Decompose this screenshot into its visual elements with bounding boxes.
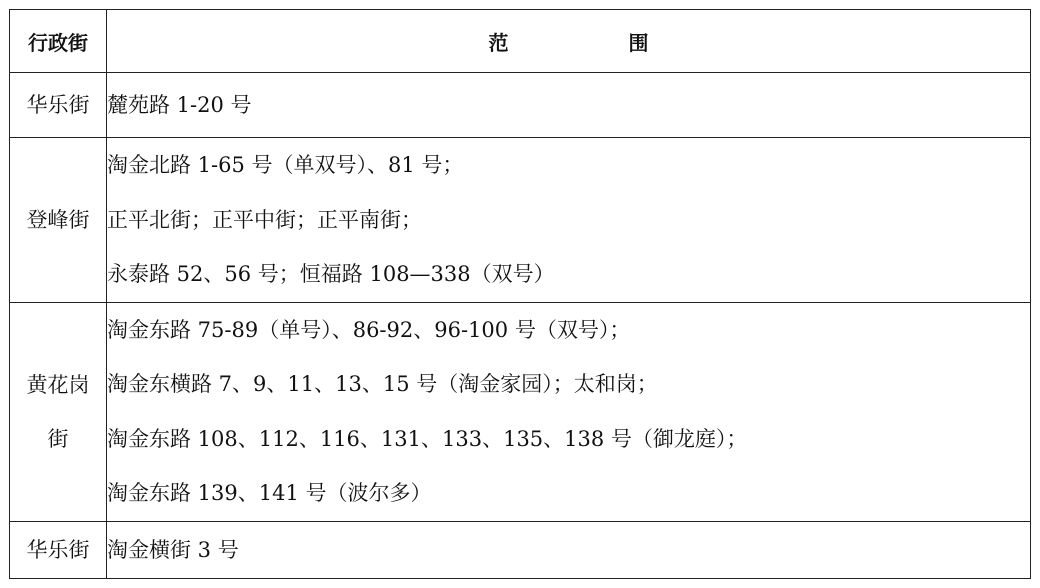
range-line: 淘金横街 3 号 [107,537,239,562]
district-cell: 登峰街 [10,138,107,303]
table-row [10,138,1031,303]
table-row [10,521,1031,578]
range-line: 淘金北路 1-65 号（单双号）、81 号； [107,153,464,177]
range-cell [107,302,1031,521]
header-row [10,10,1031,73]
range-line: 淘金东路 139、141 号（波尔多） [107,481,432,505]
range-line: 淘金东横路 7、9、11、13、15 号（淘金家园）；太和岗； [107,372,658,396]
district-cell: 华乐街 [10,521,107,578]
range-line: 麓苑路 1-20 号 [107,93,252,117]
range-cell [107,521,1031,578]
table-row [10,302,1031,521]
header-district: 行政街 [10,10,107,73]
range-cell [107,138,1031,303]
range-line: 永泰路 52、56 号；恒福路 108—338（双号） [107,262,555,286]
range-line: 淘金东路 75-89（单号）、86-92、96-100 号（双号）； [107,317,631,342]
header-range-char-1: 范 [488,30,509,55]
header-range-char-2: 围 [628,30,649,55]
district-cell [10,302,107,521]
district-cell: 华乐街 [10,73,107,138]
range-line: 正平北街；正平中街；正平南街； [107,207,422,232]
district-line: 街 [47,426,69,451]
range-cell [107,73,1031,138]
district-line: 黄花岗 [26,372,90,397]
table-row [10,73,1031,138]
header-range [107,10,1031,73]
district-range-table [9,9,1031,579]
range-line: 淘金东路 108、112、116、131、133、135、138 号（御龙庭）； [107,426,748,451]
